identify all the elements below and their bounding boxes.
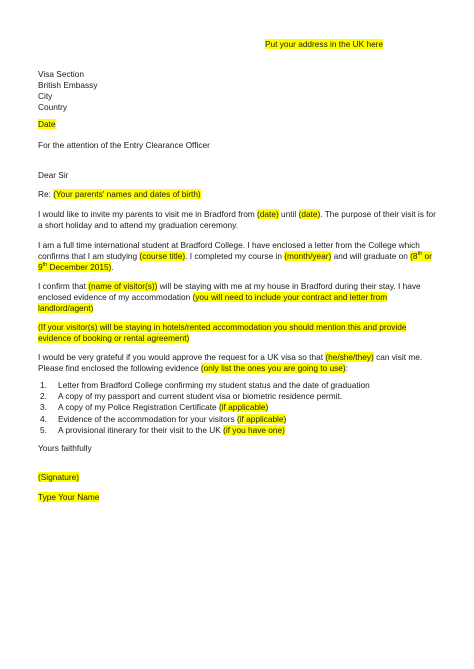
name-placeholder: Type Your Name	[38, 492, 100, 502]
date-placeholder: Date	[38, 119, 56, 129]
course-title-placeholder: (course title)	[139, 251, 186, 261]
address-placeholder: Put your address in the UK here	[265, 39, 384, 49]
closing: Yours faithfully	[38, 443, 92, 453]
list-instruction-note: (only list the ones you are going to use)	[200, 363, 346, 373]
paragraph-accommodation: I confirm that (name of visitor(s)) will be staying with me at my house in Bradford during their stay. I have enclosed evidence of my accommodation (you will need to include your contract and letter from landlord/agent)	[38, 281, 421, 313]
paragraph-invitation: I would like to invite my parents to visit me in Bradford from (date) until (date). The purpose of their visit is for a short holiday and to attend my graduation ceremony.	[38, 209, 436, 230]
signature-placeholder: (Signature)	[38, 472, 80, 482]
pronoun-placeholder: (he/she/they)	[325, 352, 374, 362]
month-year-placeholder: (month/year)	[284, 251, 332, 261]
recipient-address	[38, 69, 97, 113]
date-from-placeholder: (date)	[257, 209, 279, 219]
re-placeholder: (Your parents' names and dates of birth)	[53, 189, 201, 199]
list-item: 5. A provisional itinerary for their visit to the UK (if you have one)	[40, 424, 285, 435]
list-item: 2. A copy of my passport and current student visa or biometric residence permit.	[40, 391, 343, 402]
list-item: 1. Letter from Bradford College confirming my student status and the date of graduation	[40, 380, 370, 390]
accommodation-evidence-note: (you will need to include your contract and letter from landlord/agent)	[38, 292, 388, 313]
recipient-line: British Embassy	[38, 80, 98, 90]
salutation: Dear Sir	[38, 170, 69, 180]
visitor-name-placeholder: (name of visitor(s))	[88, 281, 158, 291]
re-prefix: Re:	[38, 189, 54, 199]
list-item: 3. A copy of my Police Registration Certificate (if applicable)	[40, 402, 269, 413]
attention-line: For the attention of the Entry Clearance Officer	[38, 140, 210, 150]
paragraph-student: I am a full time international student at Bradford College. I have enclosed a letter from the College which confirms that I am studying (course title). I completed my course in (month/year) and will graduate on (8th or 9th December 2015).	[38, 240, 432, 272]
paragraph-hotel-note: (If your visitor(s) will be staying in hotels/rented accommodation you should mention this and provide evidence of booking or rental agreement)	[38, 322, 407, 343]
date-until-placeholder: (date)	[298, 209, 321, 219]
re-line	[38, 189, 201, 200]
list-item: 4. Evidence of the accommodation for your visitors (if applicable)	[40, 413, 287, 424]
recipient-line: Country	[38, 102, 68, 112]
paragraph-request: I would be very grateful if you would approve the request for a UK visa so that (he/she/they) can visit me. Please find enclosed the following evidence (only list the ones you are going to use):	[38, 352, 423, 373]
graduation-date-placeholder: (8th or 9th December 2015)	[38, 251, 432, 272]
recipient-line: Visa Section	[38, 69, 84, 79]
evidence-list	[40, 380, 370, 436]
recipient-line: City	[38, 91, 53, 101]
